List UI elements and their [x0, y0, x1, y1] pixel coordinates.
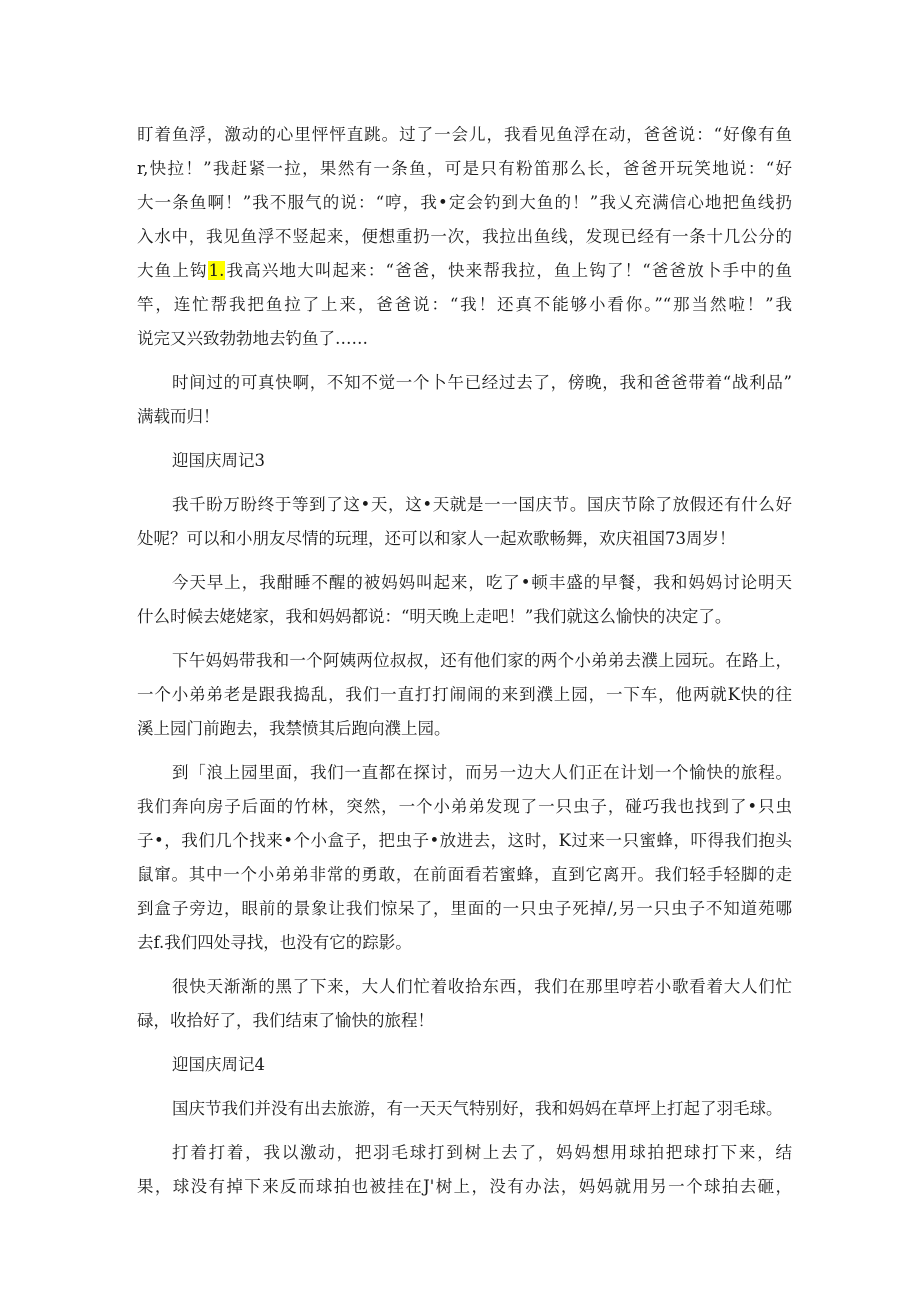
text-line: 满载而归！: [137, 407, 220, 426]
paragraph: [137, 566, 792, 634]
text-line: 入水中，我见鱼浮不竖起来，便想重扔一次，我拉出鱼线，发现已经有一条十几公分的: [137, 227, 792, 246]
paragraph: [137, 970, 792, 1038]
paragraph: [137, 1092, 792, 1126]
text-line: 什么时候去姥姥家，我和妈妈都说：“明天晚上走吧！”我们就这么愉快的决定了。: [137, 607, 732, 626]
text-line: 处呢？可以和小朋友尽情的玩理，还可以和家人一起欢歌畅舞，欢庆祖国73周岁！: [137, 529, 736, 548]
text-line: 鼠窜。其中一个小弟弟非常的勇敢，在前面看若蜜蜂，直到它离开。我们轻手轻脚的走: [137, 865, 792, 884]
paragraph: [137, 1136, 792, 1204]
text-segment: 我高兴地大叫起来：“爸爸，快来帮我拉，鱼上钩了！“爸爸放卜手中的鱼: [225, 261, 793, 280]
text-line: 果，球没有掉下来反而球拍也被挂在J'树上，没有办法，妈妈就用另一个球拍去砸，: [137, 1177, 792, 1196]
text-line: 子•，我们几个找来•个小盒子，把虫子•放进去，这时，K过来一只蜜蜂，吓得我们抱头: [137, 831, 792, 850]
highlight-mark: 1.: [208, 261, 225, 280]
text-line: 下午妈妈带我和一个阿姨两位叔叔，还有他们家的两个小弟弟去濮上园玩。在路上，: [172, 651, 792, 670]
paragraph: [137, 488, 792, 556]
text-line: 大一条鱼啊！”我不服气的说：“哼，我•定会钓到大鱼的！”我乂充满信心地把鱼线扔: [137, 193, 792, 212]
text-line: 到「浪上园里面，我们一直都在探讨，而另一边大人们正在计划一个愉快的旅程。: [172, 763, 792, 782]
paragraph: [137, 118, 792, 356]
paragraph: [137, 366, 792, 434]
paragraph: [137, 756, 792, 960]
text-line: r,快拉！”我赶紧一拉，果然有一条鱼，可是只有粉笛那么长，爸爸开玩笑地说：“好: [137, 159, 792, 178]
text-line: 盯着鱼浮，激动的心里怦怦直跳。过了一会儿，我看见鱼浮在动，爸爸说：“好像有鱼: [137, 125, 792, 144]
paragraph: [137, 644, 792, 746]
text-line: 一个小弟弟老是跟我捣乱，我们一直打打闹闹的来到濮上园，一下车，他两就K快的往: [137, 685, 792, 704]
text-line: 打着打着，我以激动，把羽毛球打到树上去了，妈妈想用球拍把球打下来，结: [172, 1143, 792, 1162]
text-line: 我千盼万盼终于等到了这•天，这•天就是一一国庆节。国庆节除了放假还有什么好: [172, 495, 792, 514]
text-line: [137, 254, 792, 288]
text-line: 很快天渐渐的黑了下来，大人们忙着收拾东西，我们在那里哼若小歌看着大人们忙: [172, 977, 792, 996]
text-segment: 大鱼上钩: [137, 261, 208, 280]
document-body: [137, 118, 792, 1204]
text-line: 去f.我们四处寻找，也没有它的踪影。: [137, 933, 412, 952]
text-line: 我们奔向房子后面的竹林，突然，一个小弟弟发现了一只虫子，碰巧我也找到了•只虫: [137, 797, 792, 816]
text-line: 竿，连忙帮我把鱼拉了上来，爸爸说：“我！还真不能够小看你。”“那当然啦！”我: [137, 295, 792, 314]
text-line: 溪上园门前跑去，我禁愤其后跑向濮上园。: [137, 719, 451, 738]
text-line: 说完又兴致勃勃地去钓鱼了……: [137, 329, 368, 348]
text-line: 碌，收拾好了，我们结束了愉快的旅程！: [137, 1011, 434, 1030]
section-heading: 迎国庆周记3: [172, 451, 265, 470]
text-line: 时间过的可真快啊，不知不觉一个卜午已经过去了，傍晚，我和爸爸带着“战利品”: [172, 373, 792, 392]
text-line: 国庆节我们并没有出去旅游，有一天天气特别好，我和妈妈在草坪上打起了羽毛球。: [172, 1099, 783, 1118]
section-heading: 迎国庆周记4: [172, 1055, 265, 1074]
text-line: 今天早上，我酣睡不醒的被妈妈叫起来，吃了•顿丰盛的早餐，我和妈妈讨论明天: [172, 573, 792, 592]
text-line: 到盒子旁边，眼前的景象让我们惊呆了，里面的一只虫子死掉/,另一只虫子不知道苑哪: [137, 899, 792, 918]
